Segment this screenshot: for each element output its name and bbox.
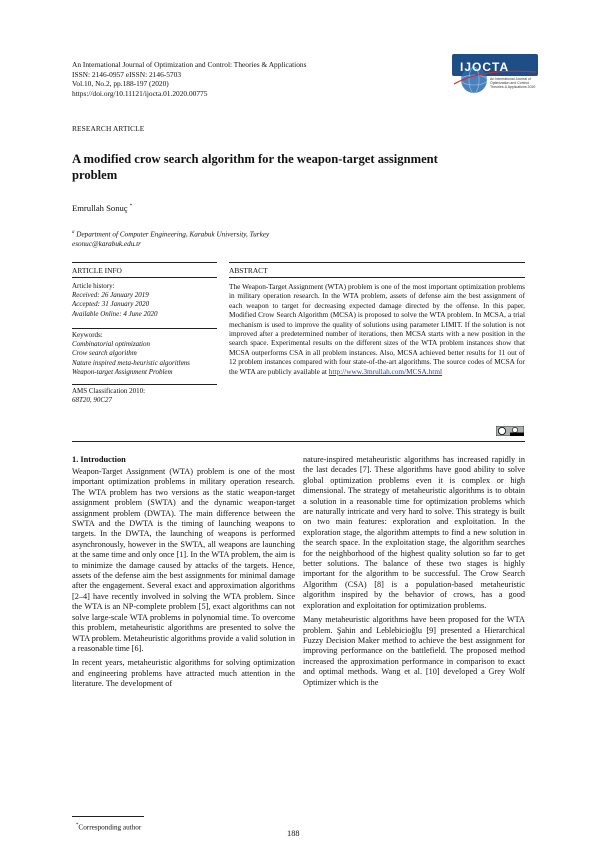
cc-license-badge[interactable] — [496, 423, 524, 433]
article-info-header: ARTICLE INFO — [72, 266, 122, 275]
journal-header — [72, 60, 306, 98]
section-heading: 1. Introduction — [72, 455, 126, 464]
ams-codes: 68T20, 90C27 — [72, 396, 113, 405]
ams-block — [72, 387, 217, 405]
available-date: Available Online: 4 June 2020 — [72, 309, 158, 318]
accepted-date: Accepted: 31 January 2020 — [72, 300, 150, 309]
journal-volume: Vol.10, No.2, pp.188-197 (2020) — [72, 79, 169, 89]
paragraph: nature-inspired metaheuristic algorithms has increased rapidly in the last decades [7]. These algorithms have good ability to solve global optimization problems even it is complex or high dimensional. The strategy of metaheuristic algorithms is to obtain a solution in a reasonable time for optimization problems which are naturally intricate and very hard to solve. This strategy is built on two main features: exploration and exploitation. In the exploration stage, the algorithm attempts to find a new solution in the search space. In the exploitation stage, the algorithm searches for the neighborhood of the highest quality solution so far to get better solutions. The balance of these two stages is highly important for the algorithm to be successful. The Crow Search Algorithm (CSA) [8] is a population-based metaheuristic algorithm inspired by the behavior of crows, has a good exploration and exploitation for optimization problems. — [303, 455, 525, 610]
affiliation-text: Department of Computer Engineering, Karabuk University, Turkey — [74, 230, 270, 239]
paragraph: Weapon-Target Assignment (WTA) problem is one of the most important optimization problems in military operation research. The WTA problem has two versions as the static weapon-target assignment problem (SWTA) and the dynamic weapon-target assignment problem (DWTA). The main difference between the SWTA and the DWTA is the timing of launching weapons to targets. In the DWTA, the launching of weapons is performed asynchronously, however in the SWTA, all weapons are launching at the same time and only once [1]. In the WTA problem, the aim is to minimize the damage caused by attacks of the targets. Hence, assets of the defense aim the best assignments for minimal damage after the engagement. Several exact and approximation algorithms [2–4] have recently involved in solving the WTA problem. Since the WTA is an NP-complete problem [5], exact algorithms can not solve large-scale WTA problems in polynomial time. To overcome this problem, metaheuristic algorithms are presented to solve the WTA problem. Metaheuristic algorithms provide a valid solution in a reasonable time [6]. — [72, 467, 295, 653]
affiliation-mark: a — [72, 230, 75, 235]
article-type: RESEARCH ARTICLE — [72, 124, 145, 133]
ams-label: AMS Classification 2010: — [72, 387, 146, 395]
keyword: Crow search algorithm — [72, 349, 137, 358]
divider — [229, 262, 525, 263]
keywords-label: Keywords: — [72, 331, 103, 339]
divider — [72, 441, 525, 442]
cc-license-icon — [496, 426, 524, 436]
footnote — [76, 823, 141, 831]
body-column-right — [303, 455, 525, 692]
divider — [72, 328, 217, 329]
paragraph: In recent years, metaheuristic algorithms for solving optimization and engineering problems have attracted much attention in the literature. The development of — [72, 658, 295, 689]
affiliation — [72, 228, 269, 249]
paper-title: A modified crow search algorithm for the weapon-target assignment problem — [72, 152, 438, 182]
abstract-text: The Weapon-Target Assignment (WTA) problem is one of the most important optimization problems in military operation research. In the WTA problem, assets of defense aim the best assignment of each weapon to target for decreasing expected damage directed by the offense. In this paper, Modified Crow Search Algorithm (MCSA) is proposed to solve the WTA problem. In MCSA, a trial mechanism is used to improve the quality of solutions using parameter LIMIT. If the solution is not improved after a predetermined number of iterations, then MCSA starts with a new position in the search space. Experimental results on the different sizes of the WTA problem instances show that MCSA outperforms CSA in all problem instances. Also, MCSA achieved better results for 11 out of 12 problem instances compared with four state-of-the-art algorithms. The source codes of MCSA for the WTA are publicly available at — [229, 282, 525, 376]
keyword: Combinatorial optimization — [72, 340, 150, 349]
journal-doi[interactable]: https://doi.org/10.11121/ijocta.01.2020.00775 — [72, 88, 208, 98]
article-history — [72, 282, 217, 319]
footnote-text: Corresponding author — [78, 823, 142, 832]
journal-logo — [452, 54, 538, 94]
corresponding-mark: * — [129, 204, 133, 210]
source-code-link[interactable]: http://www.3mrullah.com/MCSA.html — [328, 366, 443, 376]
footnote-rule — [72, 816, 144, 817]
keyword: Nature inspired meta-heuristic algorithms — [72, 358, 190, 367]
journal-name: An International Journal of Optimization and Control: Theories & Applications — [72, 60, 307, 69]
logo-subtitle: An International Journal of Optimization and Control: Theories & Applications 2020 — [490, 77, 536, 89]
divider — [72, 384, 217, 385]
page-number: 188 — [287, 829, 300, 838]
divider — [72, 262, 217, 263]
keywords-block — [72, 331, 217, 377]
history-label: Article history: — [72, 282, 115, 290]
journal-issn: ISSN: 2146-0957 eISSN: 2146-5703 — [72, 69, 182, 79]
body-column-left — [72, 467, 295, 694]
footnote-mark: * — [76, 823, 79, 828]
keyword: Weapon-target Assignment Problem — [72, 367, 173, 376]
logo-text: IJOCTA — [460, 60, 510, 74]
divider — [229, 277, 525, 278]
paragraph: Many metaheuristic algorithms have been proposed for the WTA problem. Şahin and Leblebicioğlu [9] presented a Hierarchical Fuzzy Decision Maker method to achieve the best assignment for improving performance on the battlefield. The proposed method increased the approximation performance in comparison to exact and optimal methods. Wang et al. [10] developed a Grey Wolf Optimizer which is the — [303, 615, 525, 687]
author — [72, 203, 132, 213]
author-email[interactable]: esonuc@karabuk.edu.tr — [72, 239, 141, 248]
received-date: Received: 26 January 2019 — [72, 291, 149, 300]
divider — [72, 277, 217, 278]
abstract-header: ABSTRACT — [229, 266, 268, 275]
abstract-body — [229, 282, 525, 376]
author-name: Emrullah Sonuç — [72, 203, 128, 213]
